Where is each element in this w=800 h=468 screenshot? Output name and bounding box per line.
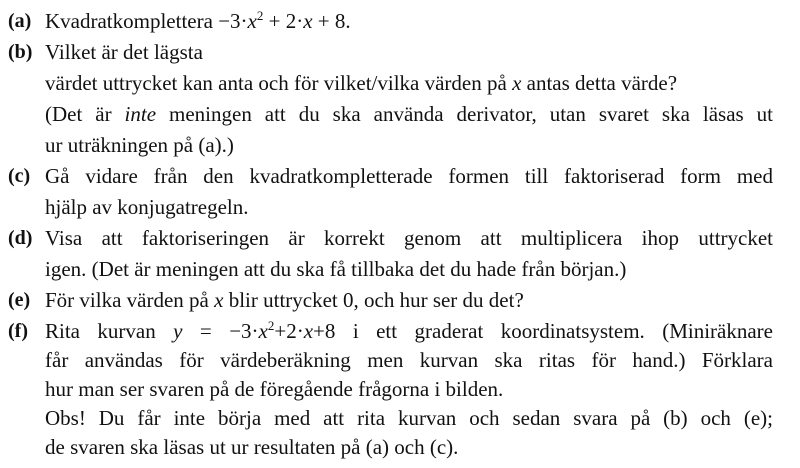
- problem-label: (f): [8, 320, 28, 342]
- problem-f-line-5: de svaren ska läsas ut ur resultaten på (a) och (c).: [45, 435, 459, 459]
- problem-label: (b): [8, 41, 33, 63]
- problem-label: (a): [8, 10, 32, 32]
- problem-label: (c): [8, 165, 31, 187]
- problem-b-line-2: värdet uttrycket kan anta och för vilket/vilka värden på x antas detta värde?: [45, 71, 678, 95]
- problem-c-line-2: hjälp av konjugatregeln.: [45, 195, 249, 219]
- problem-d-line-2: igen. (Det är meningen att du ska få tillbaka det du hade från början.): [45, 257, 627, 281]
- expression: $-3\cdot x^2 + 2\cdot x + 8$.: [218, 8, 351, 33]
- problem-b-line-3: (Det är inte meningen att du ska använda derivator, utan svaret ska läsas ut: [45, 102, 773, 126]
- problem-d-line-1: Visa att faktoriseringen är korrekt genom att multiplicera ihop uttrycket: [45, 226, 773, 250]
- problem-b-line-1: Vilket är det lägsta: [45, 40, 203, 64]
- problem-label: (e): [8, 289, 31, 311]
- problem-label: (d): [8, 227, 33, 249]
- problem-b-line-4: ur uträkningen på (a).): [45, 133, 234, 157]
- problem-f-line-2: får användas för värdeberäkning men kurvan ska ritas för hand.) Förklara: [45, 348, 773, 372]
- problem-a-line-1: Kvadratkomplettera $-3\cdot x^2 + 2\cdot x + 8$.: [45, 8, 351, 33]
- problem-f-line-4: Obs! Du får inte börja med att rita kurvan och sedan svara på (b) och (e);: [45, 406, 773, 430]
- problem-e-line-1: För vilka värden på x blir uttrycket 0, och hur ser du det?: [45, 288, 524, 312]
- problem-f-line-3: hur man ser svaren på de föregående frågorna i bilden.: [45, 377, 504, 401]
- problem-c-line-1: Gå vidare från den kvadratkompletterade formen till faktoriserad form med: [45, 164, 773, 188]
- problem-f-line-1: Rita kurvan $y = -3\cdot x^2+2\cdot x+8$ i ett graderat koordinatsystem. (Miniräknare: [45, 318, 773, 343]
- expression: $y = -3\cdot x^2+2\cdot x+8$: [173, 318, 336, 343]
